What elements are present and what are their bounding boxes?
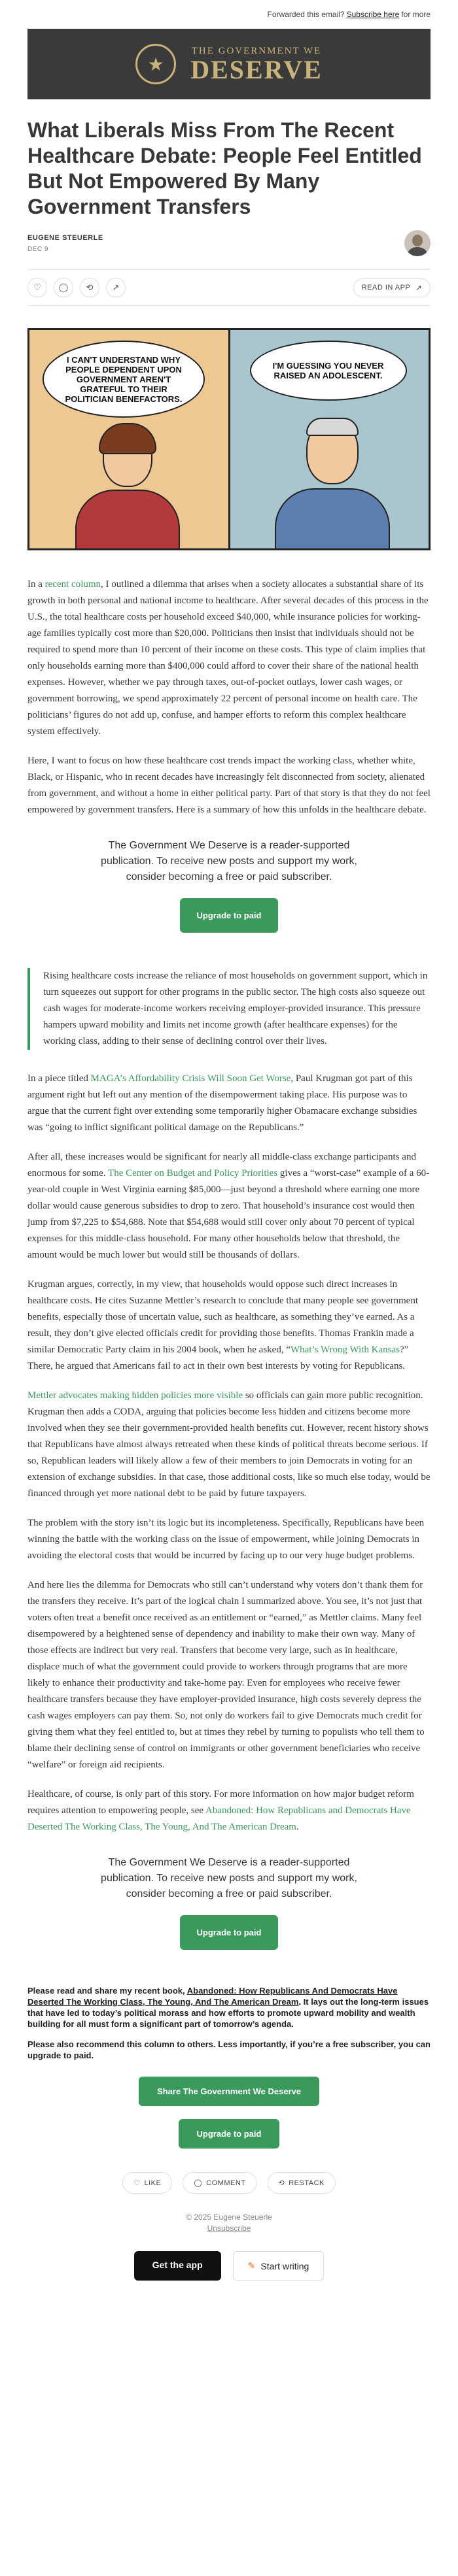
read-in-app-label: READ IN APP: [361, 284, 411, 292]
subscribe-text: The Government We Deserve is a reader-supported publication. To receive new posts and support my work, consider becoming a free or paid subscriber.: [101, 840, 357, 882]
seal-icon: ★: [135, 44, 176, 84]
pen-icon: ✎: [247, 2260, 256, 2271]
comment-icon: ◯: [194, 2179, 203, 2187]
restack-icon: ⟲: [86, 282, 94, 292]
share-publication-button[interactable]: Share The Government We Deserve: [139, 2077, 319, 2106]
recommend-text: Please also recommend this column to others. Less importantly, if you’re a free subscriber, you can upgrade to paid.: [27, 2039, 431, 2060]
restack-button[interactable]: [80, 278, 99, 297]
paragraph: Mettler advocates making hidden policies more visible so officials can gain more public recognition. Krugman then adds a CODA, arguing that policies become less hidden and citizens become more involved when they see their government-provided health benefits cut. However, recent history shows that Republicans have almost always retreated when these kinds of political threats become serious. If so, Republican leaders will likely allow a few of their members to join Democrats in voting for an extension of exchange subsidies. In that case, those additional costs, like so much else today, would be financed through yet more national debt to be paid by future taxpayers.: [27, 1390, 431, 1499]
author-name[interactable]: EUGENE STEUERLE: [27, 233, 103, 242]
man-figure: [270, 420, 394, 548]
share-icon: ↗: [112, 282, 120, 292]
start-writing-button[interactable]: ✎ Start writing: [233, 2251, 325, 2281]
byline: [27, 230, 431, 256]
abandoned-link[interactable]: Abandoned: How Republicans and Democrats Have Deserted The Working Class, The Young, And The American Dream: [27, 1805, 411, 1832]
forward-prefix: Forwarded this email?: [267, 10, 345, 19]
arrow-icon: ↗: [415, 284, 422, 292]
banner-big: DESERVE: [190, 54, 323, 84]
book-link[interactable]: Abandoned: How Republicans And Democrats Have Deserted The Working Class, The Young, And The American Dream: [27, 1986, 398, 2007]
paragraph: And here lies the dilemma for Democrats who still can’t understand why voters don’t thank them for the transfers they receive. It’s part of the logical chain I summarized above. You see, it’s not just that voters often treat a benefit once received as an entitlement or “earned,” as Mettler claims. Many feel disempowered by a heightened sense of dependency and inability to make their own way. Many of those effects are indirect but very real. Transfers that become very large, such as in healthcare, displace much of what the government could provide to workers through programs that are more likely to enhance their productivity and take-home pay. Even for employees who receive fewer healthcare transfers because they have employer-provided insurance, high costs severely depress the cash wages employers can pay them. So, not only do workers fail to give Democrats much credit for giving them what they feel entitled to, but at times they rebel by turning to populists who tell them to blame their declining sense of control on immigrants or other government beneficiaries who receive “welfare” or foreign aid recipients.: [27, 1580, 425, 1770]
comic-panel-left: [29, 330, 228, 548]
subscribe-box: [27, 831, 431, 948]
footer-note: Please read and share my recent book, Abandoned: How Republicans And Democrats Have Deserted The Working Class, The Young, And The American Dream. It lays out the long-term issues that have led to today’s political morass and how efforts to promote upward mobility and wealth building for all must form a significant part of tomorrow’s agenda. Please also recommend this column to others. Less importantly, if you’re a free subscriber, you can upgrade to paid. Share The Government We Deserve Upgrade to paid: [27, 1985, 431, 2162]
speech-bubble-left: I CAN'T UNDERSTAND WHY PEOPLE DEPENDENT UPON GOVERNMENT AREN'T GRATEFUL TO THEIR POLITICIAN BENEFACTORS.: [43, 341, 205, 418]
speech-bubble-right: I'M GUESSING YOU NEVER RAISED AN ADOLESCENT.: [250, 341, 407, 401]
comment-button[interactable]: [54, 278, 73, 297]
article-body: [27, 577, 431, 1965]
upgrade-button-2[interactable]: Upgrade to paid: [180, 1915, 279, 1950]
paragraph: The problem with the story isn’t its logic but its incompleteness. Specifically, Republicans have been winning the battle with the working class on the issue of empowerment, while joining Democrats in avoiding the electoral costs that would be incurred by facing up to our very huge budget problems.: [27, 1518, 425, 1561]
heart-icon: ♡: [133, 2179, 141, 2187]
woman-figure: [69, 427, 186, 548]
bottom-cta: [0, 2251, 458, 2281]
comic-panel-right: [228, 330, 429, 548]
get-app-button[interactable]: Get the app: [134, 2251, 221, 2281]
comment-icon: ◯: [58, 282, 69, 292]
action-bar: [27, 269, 431, 306]
comic-illustration[interactable]: [27, 328, 431, 550]
paragraph: In a recent column, I outlined a dilemma that arises when a society allocates a substantial share of its growth in both personal and national income to healthcare. After several decades of this process in the U.S., the total healthcare costs per household exceed $40,000, while insurance policies for working-age families typically cost more than $20,000. Politicians then insist that individuals should not be required to spend more than 10 percent of their income on these costs. This type of claim implies that only households earning more than $400,000 could afford to cover their share of the national health expenses. However, whether we pay through taxes, out-of-pocket outlays, lower cash wages, or government borrowing, we spend approximately 22 percent of personal income on health care. The politicians’ figures do not add up, confuse, and hamper efforts to reform this complex healthcare system effectively.: [27, 579, 429, 737]
post-title[interactable]: What Liberals Miss From The Recent Healthcare Debate: People Feel Entitled But Not Empowered By Many Government Transfers: [27, 118, 422, 218]
restack-pill[interactable]: ⟲ RESTACK: [268, 2172, 336, 2194]
like-pill[interactable]: ♡ LIKE: [122, 2172, 172, 2194]
upgrade-button-3[interactable]: Upgrade to paid: [179, 2119, 280, 2149]
forward-suffix: for more: [401, 10, 431, 19]
paragraph: In a piece titled MAGA’s Affordability Crisis Will Soon Get Worse, Paul Krugman got part of this argument right but left out any mention of the disempowerment taking place. His purpose was to argue that the current fight over extending some temporarily higher Obamacare exchange subsidies was “going to inflict significant political damage on the Republicans.”: [27, 1073, 417, 1133]
post-date: DEC 9: [27, 245, 48, 253]
recent-column-link[interactable]: recent column: [44, 579, 101, 590]
subscribe-text: The Government We Deserve is a reader-supported publication. To receive new posts and support my work, consider becoming a free or paid subscriber.: [101, 1857, 357, 1899]
paragraph: After all, these increases would be significant for nearly all middle-class exchange participants and enormous for some. The Center on Budget and Policy Priorities gives a “worst-case” example of a 60-year-old couple in West Virginia earning $85,000—just beyond a threshold where earning one more dollar would cause generous subsidies to drop to zero. That household’s insurance cost would then jump from $7,225 to $54,688. Note that $54,688 would still cover only about 70 percent of typical expenses for this middle-class household. For many other households below that threshold, the amount would be much lower but would still be thousands of dollars.: [27, 1152, 430, 1260]
unsubscribe-link[interactable]: Unsubscribe: [207, 2224, 251, 2233]
heart-icon: ♡: [33, 282, 41, 292]
paragraph: Here, I want to focus on how these healthcare cost trends impact the working class, whether white, Black, or Hispanic, who in recent decades have increasingly felt disconnected from society, alienated from government, and without a home in either political party. Part of that story is that they do not feel empowered by government transfers. Here is a summary of how this unfolds in the healthcare debate.: [27, 756, 431, 815]
banner-small: THE GOVERNMENT WE: [191, 45, 322, 56]
subscribe-link[interactable]: Subscribe here: [346, 10, 400, 19]
avatar[interactable]: [404, 230, 431, 256]
cbpp-link[interactable]: The Center on Budget and Policy Priorities: [108, 1168, 278, 1179]
engagement-bar: [27, 2172, 431, 2194]
mettler-link[interactable]: Mettler advocates making hidden policies more visible: [27, 1390, 243, 1401]
paragraph: Krugman argues, correctly, in my view, that households would oppose such direct increases in healthcare costs. He cites Suzanne Mettler’s research to conclude that many people see government benefits, especially those of uncertain value, such as healthcare, as something they’ve earned. As a result, they don’t give elected officials credit for providing those benefits. Thomas Frankin made a similar Democratic Party claim in his 2004 book, when he asked, “What’s Wrong With Kansas?” There, he argued that Americans fail to act in their own best interests by voting for Republicans.: [27, 1279, 418, 1371]
upgrade-button[interactable]: Upgrade to paid: [180, 898, 279, 933]
comment-pill[interactable]: ◯ COMMENT: [183, 2172, 256, 2194]
krugman-link[interactable]: MAGA’s Affordability Crisis Will Soon Get Worse: [90, 1073, 291, 1084]
restack-icon: ⟲: [278, 2179, 285, 2187]
subscribe-box-2: [27, 1848, 431, 1965]
share-button[interactable]: [106, 278, 126, 297]
footer: [0, 2212, 458, 2234]
forward-bar: [0, 0, 458, 29]
kansas-link[interactable]: What’s Wrong With Kansas: [290, 1345, 400, 1355]
like-button[interactable]: [27, 278, 47, 297]
paragraph: Healthcare, of course, is only part of this story. For more information on how major budget reform requires attention to empowering people, see Abandoned: How Republicans and Democrats Have Deserted The Working Class, The Young, And The American Dream.: [27, 1789, 414, 1832]
read-in-app-button[interactable]: [353, 278, 431, 297]
pull-quote: Rising healthcare costs increase the reliance of most households on government support, which in turn squeezes out support for other programs in the public sector. The high costs also squeeze out cash wages for moderate-income workers receiving employer-provided insurance. This pressure hampers upward mobility and limits net income growth (after healthcare expenses) for the working class, adding to their sense of declining control over their lives.: [27, 968, 431, 1050]
copyright: © 2025 Eugene Steuerle: [186, 2213, 272, 2222]
publication-banner[interactable]: [27, 29, 431, 99]
